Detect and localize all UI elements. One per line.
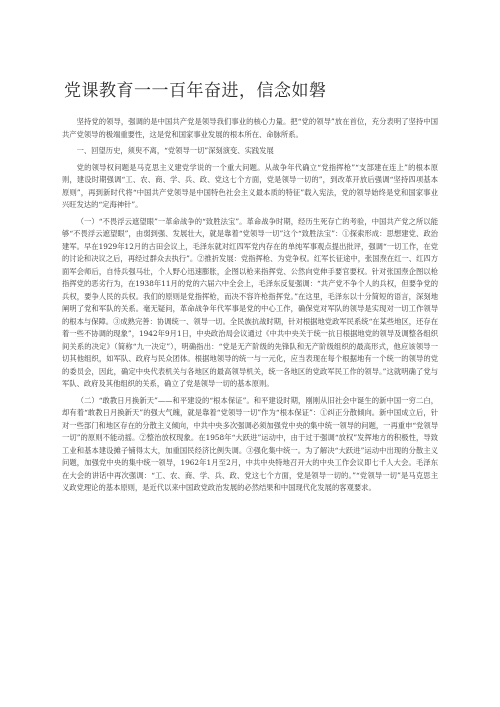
intro-paragraph: 坚持党的领导，强调的是中国共产党是领导我们事业的核心力量。把“党的领导”放在首位，充分表明了坚持中国共产党领导的极端重要性，这是党和国家事业发展的根本所在、命脉所系。 xyxy=(62,117,438,139)
body-paragraph: （一）“不畏浮云遮望眼”一革命战争的“致胜法宝”。革命战争时期，经历生死存亡的考验，中国共产党之所以能够“不畏浮云遮望眼”，由弱到强、发展壮大，就是靠着“党领导一切”这个“致胜法宝”：①探索形成：思想建党、政治建军。早在1929年12月的古田会议上，毛泽东就对红四军党内存在的单纯军事观点提出批评，强调“一切工作，在党的讨论和决议之后，再经过群众去执行”。②推折发展：党指挥枪、为党争权。红军长征途中，张国焘在红一、红四方面军会师后，自恃兵强马壮，个人野心迅速膨胀，企图以枪来指挥党、公然向党伸手要官要权。针对张国焘企图以枪指挥党的恶劣行为，在1938年11月的党的六届六中全会上，毛泽东反复强调：“共产党不争个人的兵权，但要争党的兵权，要争人民的兵权。我们的原则是党指挥枪，而决不容许枪指挥党。”在这里，毛泽东以十分简短的语言，深刻地阐明了党和军队的关系。毫无疑问，革命战争年代军事是党的中心工作，确保党对军队的领导是实现对一切工作领导的根本与保障。③成熟完善：协调统一、领导一切。全民族抗战时期，针对根据地党政军民系统“在某些地区，还存在着一些不协调的现象”，1942年9月1日，中央政治局会议通过《中共中央关于统一抗日根据地党的领导及调整各组织间关系的决定》（简称“九一决定”），明确指出：“党是无产阶级的先锋队和无产阶级组织的最高形式，他应该领导一切其他组织，如军队、政府与民众团体。根据地领导的统一与一元化，应当表现在每个根据地有一个统一的领导的党的委员会，因此，确定中央代表机关与各地区的最高领导机关，统一各地区的党政军民工作的领导。”这就明确了党与军队、政府及其他组织的关系，确立了党是领导一切的基本原则。 xyxy=(62,216,438,388)
body-paragraph: （二）“敢教日月换新天”——和平建设的“根本保证”。和平建设时期，刚刚从旧社会中诞生的新中国一穷二白，却有着“敢教日月换新天”的强大气魄，就是靠着“党领导一切”作为“根本保证”：①纠正分散倾向。新中国成立后，针对一些部门和地区存在的分散主义倾向，中共中央多次强调必须加强党中央的集中统一领导的问题，一再重申“党领导一切”的原则不能动摇。②整治放权现象。在1958年“大跃进”运动中，由于过于强调“放权”发挥地方的积极性，导致工业和基本建设摊子铺得太大，加重国民经济比例失调。③强化集中统一。为了解决“大跃进”运动中出现的分散主义问题，加强党中央的集中统一领导，1962年1月至2月，中共中央特地召开大的中央工作会议即七千人大会。毛泽东在大会的讲话中再次强调：“工、农、商、学、兵、政、党这七个方面，党是领导一切的。”“党领导一切”是马克思主义政党理论的基本原则，是近代以来中国政党政治发展的必然结果和中国现代化发展的客观要求。 xyxy=(62,395,438,492)
document-title: 党课教育一一百年奋进，信念如磐 xyxy=(64,81,327,101)
body-paragraph: 党的领导权问题是马克思主义建党学说的一个重大问题。从战争年代确立“党指挥枪”“支部建在连上”的根本原则，建设时期强调“工、农、商、学、兵、政、党这七个方面，党是领导一切的”，到改革开放后强调“坚持四项基本原则”，再到新时代将“中国共产党领导是中国特色社会主义最本质的特征”载入宪法，党的领导始终是党和国家事业兴旺发达的“定海神针”。 xyxy=(62,162,438,209)
section-heading: 一、回望历史，须臾不离，“党领导一切”深刻演变、实践发展 xyxy=(76,146,274,155)
